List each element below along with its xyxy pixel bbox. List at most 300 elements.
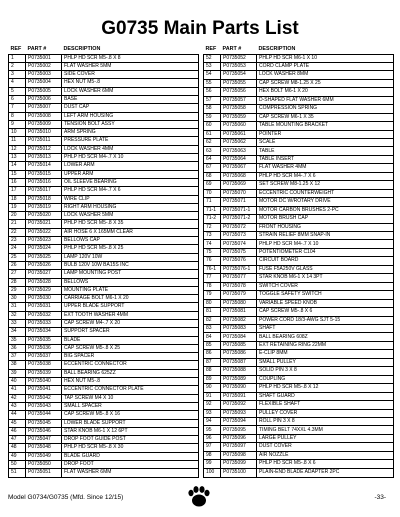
table-row — [204, 62, 394, 70]
table-row — [204, 316, 394, 324]
ref-cell: 56 — [204, 88, 221, 96]
table-row — [204, 426, 394, 434]
part-number-cell: P0735070 — [221, 189, 257, 197]
ref-cell: 5 — [9, 87, 26, 95]
table-row — [9, 344, 199, 352]
description-cell: ECCENTRIC COUNTERWEIGHT — [257, 189, 394, 197]
description-cell: SHAFT — [257, 325, 394, 333]
part-number-cell: P0735082 — [221, 316, 257, 324]
table-row — [204, 198, 394, 206]
ref-cell: 29 — [9, 286, 26, 294]
ref-cell: 24 — [9, 245, 26, 253]
table-row — [9, 154, 199, 162]
part-number-cell: P0735100 — [221, 468, 257, 477]
table-row — [9, 369, 199, 377]
table-row — [9, 328, 199, 336]
ref-cell: 74 — [204, 240, 221, 248]
ref-cell: 57 — [204, 96, 221, 104]
table-row — [9, 162, 199, 170]
ref-cell: 35 — [9, 336, 26, 344]
table-row — [204, 88, 394, 96]
part-number-cell: P0735071 — [221, 198, 257, 206]
ref-cell: 87 — [204, 358, 221, 366]
ref-cell: 69 — [204, 181, 221, 189]
description-cell: LOWER ARM — [62, 162, 199, 170]
bear-paw-icon — [186, 485, 212, 509]
table-row — [204, 401, 394, 409]
ref-cell: 33 — [9, 320, 26, 328]
table-row — [204, 308, 394, 316]
part-number-cell: P0735095 — [221, 426, 257, 434]
description-cell: SHAFT GUARD — [257, 392, 394, 400]
part-number-cell: P0735053 — [221, 62, 257, 70]
description-cell: MOTOR BRUSH CAP — [257, 215, 394, 223]
table-row — [204, 155, 394, 163]
part-number-cell: P0735002 — [26, 62, 62, 70]
description-cell: SUPPORT SPACER — [62, 328, 199, 336]
ref-cell: 83 — [204, 325, 221, 333]
table-row — [9, 444, 199, 452]
ref-cell: 76 — [204, 257, 221, 265]
table-row — [9, 411, 199, 419]
description-cell: CARRIAGE BOLT M6-1 X 20 — [62, 295, 199, 303]
description-cell: RIGHT ARM HOUSING — [62, 203, 199, 211]
part-number-cell: P0735024 — [26, 245, 62, 253]
table-row — [9, 386, 199, 394]
description-cell: BULB 120V 10W BA15S INC — [62, 261, 199, 269]
table-row — [9, 129, 199, 137]
description-cell: FLEXIBLE SHAFT — [257, 401, 394, 409]
table-row — [9, 87, 199, 95]
part-number-cell: P0735021 — [26, 220, 62, 228]
table-row — [9, 261, 199, 269]
description-cell: PULLEY COVER — [257, 409, 394, 417]
description-cell: BLADE GUARD — [62, 452, 199, 460]
description-cell: HEX NUT M5-.8 — [62, 79, 199, 87]
description-cell: BALL BEARING 608Z — [257, 333, 394, 341]
ref-cell: 51 — [9, 469, 26, 477]
ref-cell: 71-2 — [204, 215, 221, 223]
ref-cell: 72 — [204, 223, 221, 231]
ref-cell: 39 — [9, 369, 26, 377]
description-cell: LOCK WASHER 4MM — [62, 145, 199, 153]
description-cell: CAP SCREW M5-.8 X 6 — [257, 308, 394, 316]
description-cell: ECCENTRIC CONNECTOR PLATE — [62, 386, 199, 394]
part-number-cell: P0735042 — [26, 394, 62, 402]
table-row — [204, 367, 394, 375]
table-row — [204, 232, 394, 240]
ref-cell: 38 — [9, 361, 26, 369]
ref-cell: 45 — [9, 419, 26, 427]
part-number-cell: P0735032 — [26, 311, 62, 319]
ref-cell: 100 — [204, 468, 221, 477]
description-cell: TAP SCREW M4 X 10 — [62, 394, 199, 402]
part-number-cell: P0735067 — [221, 164, 257, 172]
ref-cell: 88 — [204, 367, 221, 375]
description-cell: SOLID PIN 3 X 8 — [257, 367, 394, 375]
part-number-cell: P0735075 — [221, 248, 257, 256]
ref-cell: 93 — [204, 409, 221, 417]
description-cell: STAR KNOB M6-1 X 14 3PT — [257, 274, 394, 282]
table-row — [9, 353, 199, 361]
part-number-cell: P0735028 — [26, 278, 62, 286]
description-cell: SMALL PULLEY — [257, 358, 394, 366]
description-cell: BIG SPACER — [62, 353, 199, 361]
description-cell: FLAT WASHER 4MM — [257, 164, 394, 172]
table-row — [204, 113, 394, 121]
table-row — [9, 228, 199, 236]
ref-cell: 3 — [9, 71, 26, 79]
table-row — [9, 212, 199, 220]
description-cell: HEX NUT M5-.8 — [62, 378, 199, 386]
description-cell: FLAT WASHER 6MM — [62, 469, 199, 477]
part-number-cell: P0735097 — [221, 443, 257, 451]
table-row — [9, 195, 199, 203]
ref-cell: 86 — [204, 350, 221, 358]
part-number-cell: P0735023 — [26, 237, 62, 245]
part-number-cell: P0735041 — [26, 386, 62, 394]
table-row — [9, 62, 199, 70]
ref-cell: 28 — [9, 278, 26, 286]
ref-cell: 47 — [9, 436, 26, 444]
ref-cell: 31 — [9, 303, 26, 311]
page-number: -33- — [374, 494, 386, 501]
part-number-cell: P0735092 — [221, 401, 257, 409]
table-row — [9, 220, 199, 228]
part-number-cell: P0735005 — [26, 87, 62, 95]
ref-cell: 10 — [9, 129, 26, 137]
table-row — [204, 147, 394, 155]
description-cell: TABLE MOUNTING BRACKET — [257, 122, 394, 130]
part-number-cell: P0735011 — [26, 137, 62, 145]
part-number-cell: P0735004 — [26, 79, 62, 87]
ref-cell: 32 — [9, 311, 26, 319]
description-cell: FUSE F5A250V GLASS — [257, 265, 394, 273]
table-row — [9, 145, 199, 153]
ref-cell: 40 — [9, 378, 26, 386]
part-number-cell: P0735059 — [221, 113, 257, 121]
table-row — [204, 392, 394, 400]
part-number-cell: P0735063 — [221, 147, 257, 155]
part-number-cell: P0735093 — [221, 409, 257, 417]
part-number-cell: P0735019 — [26, 203, 62, 211]
description-cell: SIDE COVER — [62, 71, 199, 79]
part-number-cell: P0735080 — [221, 299, 257, 307]
ref-cell: 22 — [9, 228, 26, 236]
description-cell: PHLP HD SCR M4-.7 X 10 — [257, 240, 394, 248]
description-cell: CAP SCREW M6-1 X 35 — [257, 113, 394, 121]
part-number-cell: P0735058 — [221, 105, 257, 113]
table-row — [204, 417, 394, 425]
ref-cell: 53 — [204, 62, 221, 70]
ref-cell: 14 — [9, 162, 26, 170]
part-number-cell: P0735016 — [26, 178, 62, 186]
description-cell: FRONT HOUSING — [257, 223, 394, 231]
ref-cell: 92 — [204, 401, 221, 409]
table-row — [9, 303, 199, 311]
part-header: PART # — [222, 46, 242, 52]
part-number-cell: P0735069 — [221, 181, 257, 189]
table-row — [204, 181, 394, 189]
description-cell: WIRE CLIP — [62, 195, 199, 203]
ref-cell: 11 — [9, 137, 26, 145]
table-row — [9, 187, 199, 195]
table-row — [204, 409, 394, 417]
ref-cell: 76-1 — [204, 265, 221, 273]
footer-model: Model G0734/G0735 (Mfd. Since 12/15) — [8, 494, 124, 501]
table-header-row — [204, 45, 394, 54]
part-number-cell: P0735079 — [221, 291, 257, 299]
table-row — [204, 358, 394, 366]
ref-cell: 20 — [9, 212, 26, 220]
part-number-cell: P0735052 — [221, 54, 257, 62]
part-number-cell: P0735051 — [26, 469, 62, 477]
description-cell: POTENTIOMETER C104 — [257, 248, 394, 256]
table-row — [204, 248, 394, 256]
ref-cell: 49 — [9, 452, 26, 460]
description-cell: PHLP HD SCR M5-.8 X 35 — [62, 220, 199, 228]
part-number-cell: P0735008 — [26, 112, 62, 120]
table-row — [204, 130, 394, 138]
table-row — [9, 378, 199, 386]
part-number-cell: P0735003 — [26, 71, 62, 79]
ref-cell: 89 — [204, 375, 221, 383]
ref-cell: 52 — [204, 54, 221, 62]
ref-cell: 4 — [9, 79, 26, 87]
part-number-cell: P0735013 — [26, 154, 62, 162]
table-row — [9, 336, 199, 344]
ref-cell: 97 — [204, 443, 221, 451]
description-cell: BASE — [62, 95, 199, 103]
table-row — [204, 468, 394, 477]
part-number-cell: P0735039 — [26, 369, 62, 377]
table-row — [9, 469, 199, 477]
ref-cell: 99 — [204, 460, 221, 468]
part-number-cell: P0735081 — [221, 308, 257, 316]
description-cell: PHLP HD SCR M4-.7 X 6 — [62, 187, 199, 195]
description-cell: DROP FOOT — [62, 461, 199, 469]
part-number-cell: P0735071-1 — [221, 206, 257, 214]
part-number-cell: P0735096 — [221, 434, 257, 442]
table-row — [9, 436, 199, 444]
part-number-cell: P0735050 — [26, 461, 62, 469]
part-number-cell: P0735089 — [221, 375, 257, 383]
part-number-cell: P0735022 — [26, 228, 62, 236]
ref-cell: 59 — [204, 113, 221, 121]
ref-cell: 91 — [204, 392, 221, 400]
description-cell: E-CLIP 8MM — [257, 350, 394, 358]
ref-cell: 64 — [204, 155, 221, 163]
table-row — [9, 112, 199, 120]
part-number-cell: P0735076 — [221, 257, 257, 265]
ref-cell: 46 — [9, 427, 26, 435]
ref-cell: 55 — [204, 79, 221, 87]
ref-cell: 2 — [9, 62, 26, 70]
ref-cell: 63 — [204, 147, 221, 155]
ref-cell: 44 — [9, 411, 26, 419]
table-row — [9, 452, 199, 460]
ref-cell: 68 — [204, 172, 221, 180]
description-cell: TENSION BOLT ASSY — [62, 120, 199, 128]
part-number-cell: P0735025 — [26, 253, 62, 261]
description-cell: CAP SCREW M5-.8 X 25 — [62, 344, 199, 352]
part-number-cell: P0735043 — [26, 402, 62, 410]
ref-cell: 23 — [9, 237, 26, 245]
table-row — [204, 172, 394, 180]
part-number-cell: P0735040 — [26, 378, 62, 386]
table-row — [9, 203, 199, 211]
part-number-cell: P0735088 — [221, 367, 257, 375]
part-number-cell: P0735010 — [26, 129, 62, 137]
ref-cell: 17 — [9, 187, 26, 195]
table-row — [204, 282, 394, 290]
table-row — [9, 245, 199, 253]
ref-cell: 21 — [9, 220, 26, 228]
table-row — [9, 54, 199, 62]
description-cell: BLADE — [62, 336, 199, 344]
ref-cell: 27 — [9, 270, 26, 278]
table-row — [9, 461, 199, 469]
table-row — [9, 237, 199, 245]
table-row — [204, 54, 394, 62]
part-number-cell: P0735046 — [26, 427, 62, 435]
ref-cell: 71-1 — [204, 206, 221, 214]
description-cell: SCALE — [257, 139, 394, 147]
description-cell: AIR HOSE 6 X 165MM CLEAR — [62, 228, 199, 236]
table-row — [204, 139, 394, 147]
part-number-cell: P0735015 — [26, 170, 62, 178]
ref-cell: 16 — [9, 178, 26, 186]
table-row — [204, 375, 394, 383]
description-cell: PHLP HD SCR M5-.8 X 30 — [62, 444, 199, 452]
ref-cell: 90 — [204, 384, 221, 392]
description-cell: CAP SCREW M8-1.25 X 25 — [257, 79, 394, 87]
ref-cell: 48 — [9, 444, 26, 452]
ref-cell: 34 — [9, 328, 26, 336]
ref-cell: 80 — [204, 299, 221, 307]
description-cell: HEX BOLT M6-1 X 20 — [257, 88, 394, 96]
table-row — [9, 361, 199, 369]
part-number-cell: P0735038 — [26, 361, 62, 369]
description-cell: PHLP HD SCR M5-.8 X 6 — [257, 460, 394, 468]
ref-cell: 71 — [204, 198, 221, 206]
table-row — [9, 311, 199, 319]
part-number-cell: P0735034 — [26, 328, 62, 336]
table-header-row — [9, 45, 199, 54]
description-cell: BALL BEARING 625ZZ — [62, 369, 199, 377]
ref-cell: 85 — [204, 341, 221, 349]
table-row — [204, 79, 394, 87]
ref-cell: 37 — [9, 353, 26, 361]
ref-cell: 12 — [9, 145, 26, 153]
part-number-cell: P0735001 — [26, 54, 62, 62]
table-row — [204, 291, 394, 299]
table-row — [9, 402, 199, 410]
part-number-cell: P0735014 — [26, 162, 62, 170]
description-cell: D-SHAPED FLAT WASHER 6MM — [257, 96, 394, 104]
ref-cell: 41 — [9, 386, 26, 394]
ref-header: REF — [10, 46, 22, 52]
part-number-cell: P0735076-1 — [221, 265, 257, 273]
table-row — [9, 253, 199, 261]
part-number-cell: P0735031 — [26, 303, 62, 311]
ref-cell: 81 — [204, 308, 221, 316]
description-cell: PLAIN-END BLADE ADAPTER 2PC — [257, 468, 394, 477]
ref-cell: 73 — [204, 232, 221, 240]
description-cell: PHLP HD SCR M4-.7 X 10 — [62, 154, 199, 162]
description-cell: PHLP HD SCR M5-.8 X 25 — [62, 245, 199, 253]
table-row — [9, 95, 199, 103]
part-number-cell: P0735056 — [221, 88, 257, 96]
parts-tables — [8, 45, 392, 478]
ref-cell: 6 — [9, 95, 26, 103]
ref-cell: 36 — [9, 344, 26, 352]
ref-cell: 30 — [9, 295, 26, 303]
table-row — [204, 451, 394, 459]
part-number-cell: P0735017 — [26, 187, 62, 195]
part-number-cell: P0735099 — [221, 460, 257, 468]
table-row — [204, 206, 394, 214]
part-number-cell: P0735007 — [26, 104, 62, 112]
table-row — [9, 104, 199, 112]
table-row — [9, 286, 199, 294]
description-cell: TOGGLE SAFETY SWITCH — [257, 291, 394, 299]
part-number-cell: P0735068 — [221, 172, 257, 180]
ref-cell: 95 — [204, 426, 221, 434]
parts-table-right — [203, 45, 394, 478]
part-number-cell: P0735009 — [26, 120, 62, 128]
part-number-cell: P0735027 — [26, 270, 62, 278]
table-row — [204, 240, 394, 248]
description-cell: PHLP HD SCR M4-.7 X 6 — [257, 172, 394, 180]
table-row — [204, 333, 394, 341]
description-cell: TIMING BELT 74XXL 4.3MM — [257, 426, 394, 434]
description-cell: LOCK WASHER 5MM — [62, 212, 199, 220]
ref-cell: 82 — [204, 316, 221, 324]
description-cell: TABLE INSERT — [257, 155, 394, 163]
parts-table-left — [8, 45, 199, 478]
part-number-cell: P0735055 — [221, 79, 257, 87]
description-cell: PHLP HD SCR M5-.8 X 8 — [62, 54, 199, 62]
ref-cell: 13 — [9, 154, 26, 162]
part-number-cell: P0735060 — [221, 122, 257, 130]
table-row — [9, 270, 199, 278]
description-cell: DUST CAP — [62, 104, 199, 112]
part-number-cell: P0735077 — [221, 274, 257, 282]
table-row — [204, 189, 394, 197]
part-number-cell: P0735090 — [221, 384, 257, 392]
ref-cell: 15 — [9, 170, 26, 178]
description-cell: BELLOWS CAP — [62, 237, 199, 245]
description-cell: COUPLING — [257, 375, 394, 383]
part-number-cell: P0735045 — [26, 419, 62, 427]
part-number-cell: P0735035 — [26, 336, 62, 344]
ref-cell: 25 — [9, 253, 26, 261]
ref-cell: 94 — [204, 417, 221, 425]
parts-table-left-body — [9, 54, 199, 477]
part-number-cell: P0735026 — [26, 261, 62, 269]
ref-cell: 84 — [204, 333, 221, 341]
ref-cell: 96 — [204, 434, 221, 442]
description-cell: LOCK WASHER 8MM — [257, 71, 394, 79]
table-row — [204, 434, 394, 442]
description-cell: POINTER — [257, 130, 394, 138]
part-number-cell: P0735098 — [221, 451, 257, 459]
description-cell: EXT TOOTH WASHER 4MM — [62, 311, 199, 319]
table-row — [204, 350, 394, 358]
ref-cell: 79 — [204, 291, 221, 299]
description-cell: PHLP HD SCR M5-.8 X 12 — [257, 384, 394, 392]
